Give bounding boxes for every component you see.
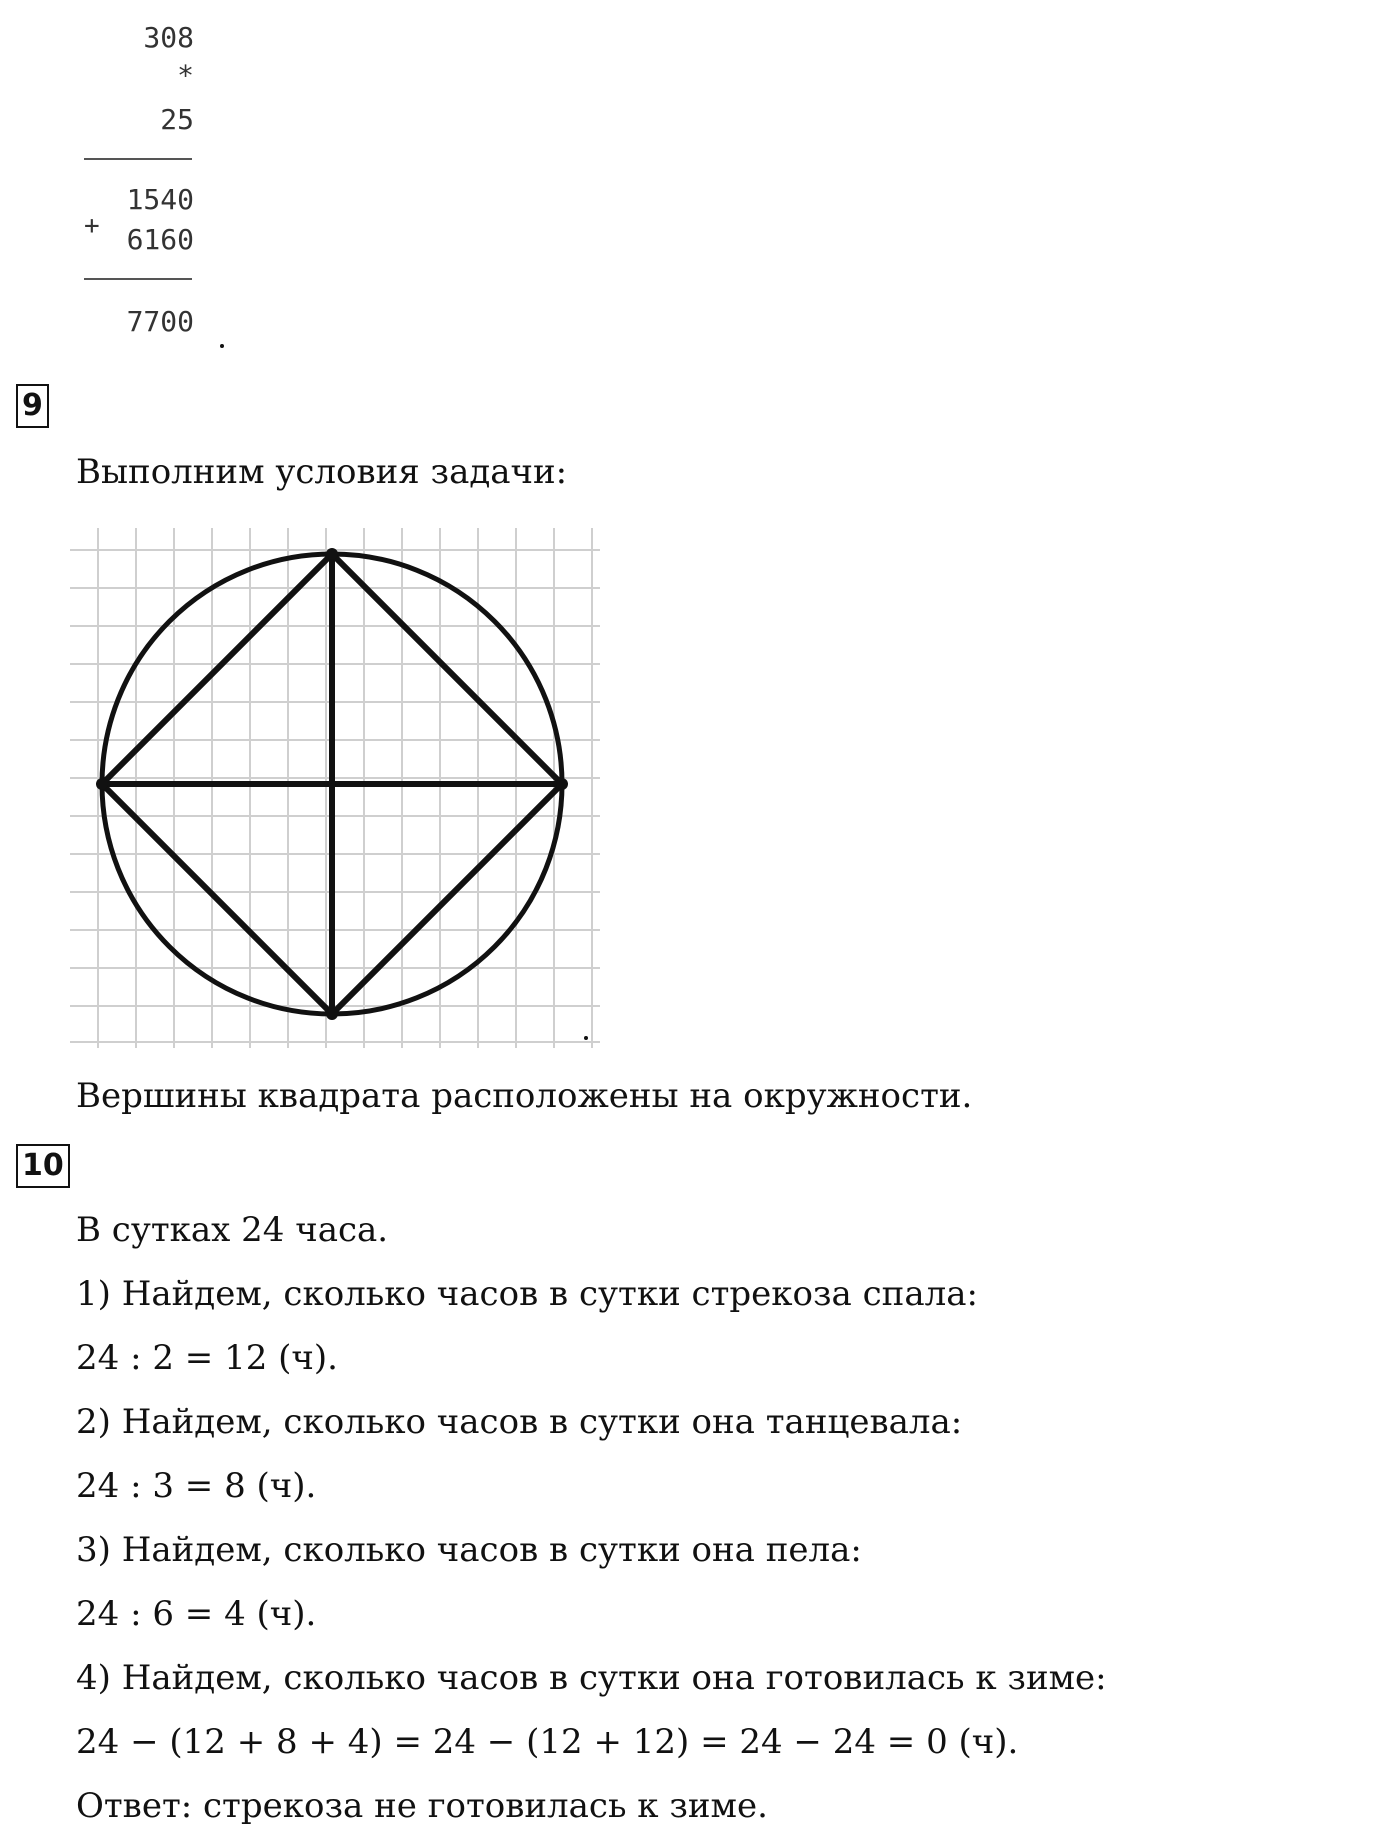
task-10-line: 24 : 6 = 4 (ч). xyxy=(76,1594,317,1634)
circle-square-figure xyxy=(70,528,600,1048)
multiplicand: 308 xyxy=(143,21,194,54)
partial-product-2: 6160 xyxy=(126,223,194,256)
task-10-line: 4) Найдем, сколько часов в сутки она готовилась к зиме: xyxy=(76,1658,1107,1698)
task-10-line: 24 : 3 = 8 (ч). xyxy=(76,1466,317,1506)
task-number-9: 9 xyxy=(16,384,49,428)
plus-sign: + xyxy=(84,211,100,241)
task-10-line: 3) Найдем, сколько часов в сутки она пела: xyxy=(76,1530,862,1570)
task-10-answer: Ответ: стрекоза не готовилась к зиме. xyxy=(76,1786,768,1826)
task-10-line: В сутках 24 часа. xyxy=(76,1210,389,1250)
task-10-line: 24 : 2 = 12 (ч). xyxy=(76,1338,338,1378)
multiplication-operator: * xyxy=(177,59,194,92)
task-9-intro: Выполним условия задачи: xyxy=(76,452,568,492)
partial-product-1: 1540 xyxy=(126,183,194,216)
product-result: 7700 xyxy=(126,305,194,338)
figure-period-dot xyxy=(584,1036,588,1040)
sum-rule xyxy=(84,278,192,280)
multiplication-rule xyxy=(84,158,192,160)
task-10-line: 24 − (12 + 8 + 4) = 24 − (12 + 12) = 24 − 24 = 0 (ч). xyxy=(76,1722,1019,1762)
multiplier: 25 xyxy=(160,103,194,136)
task-9-conclusion: Вершины квадрата расположены на окружности. xyxy=(76,1076,973,1116)
task-number-10: 10 xyxy=(16,1144,70,1188)
task-10-line: 2) Найдем, сколько часов в сутки она танцевала: xyxy=(76,1402,963,1442)
period-dot xyxy=(220,344,224,348)
task-10-line: 1) Найдем, сколько часов в сутки стрекоза спала: xyxy=(76,1274,978,1314)
